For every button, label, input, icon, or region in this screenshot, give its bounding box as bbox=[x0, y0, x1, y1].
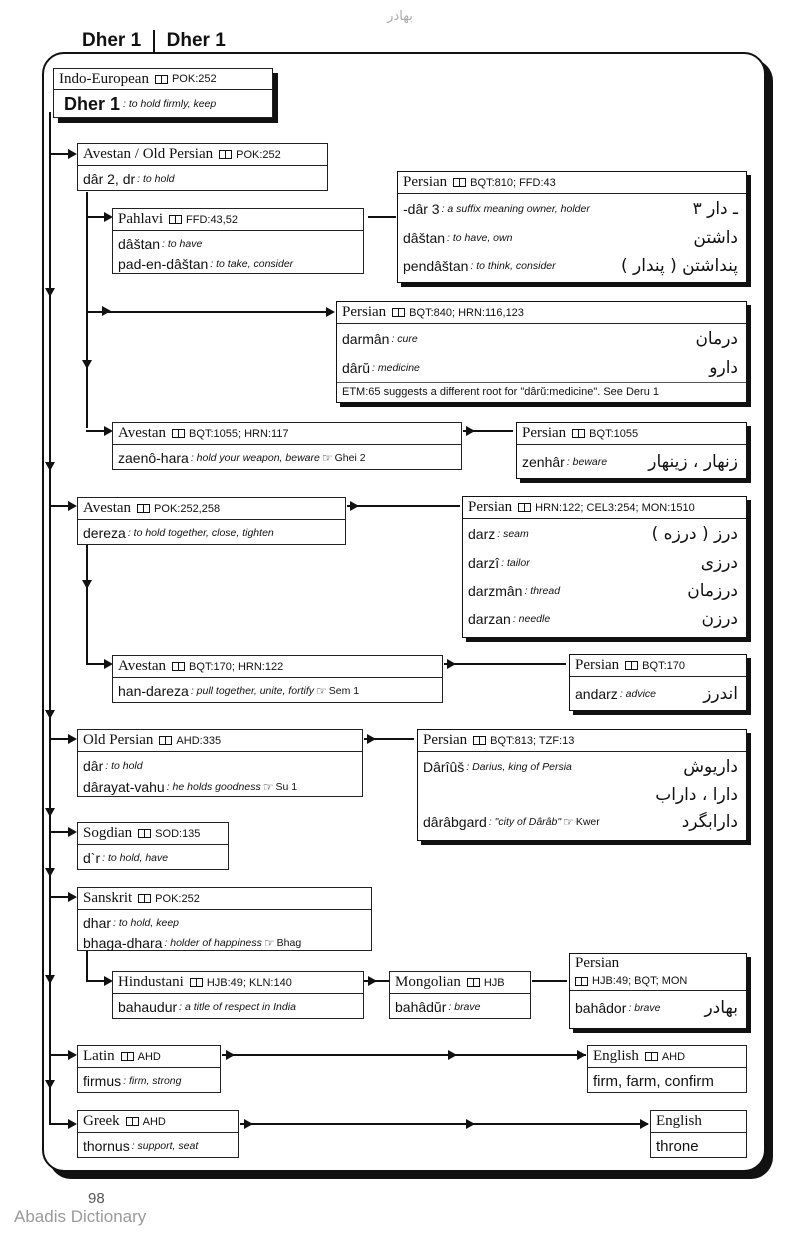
book-icon bbox=[473, 736, 486, 745]
pahlavi-language: Pahlavi bbox=[118, 211, 163, 227]
pahlavi-gloss-2: : to take, consider bbox=[210, 258, 294, 270]
header-right-title: Dher 1 bbox=[166, 30, 226, 51]
persian7-farsi: بهادر bbox=[704, 998, 738, 1018]
sanskrit-source: POK:252 bbox=[155, 892, 200, 905]
persian4-farsi-3: درزمان bbox=[687, 581, 738, 601]
persian6-farsi-2: دارا ، داراب bbox=[655, 785, 738, 805]
page-number: 98 bbox=[88, 1190, 105, 1207]
avestan2-ref[interactable]: Ghei 2 bbox=[334, 452, 366, 464]
greek-gloss: : support, seat bbox=[131, 1140, 199, 1152]
persian3-source: BQT:1055 bbox=[589, 427, 639, 440]
avestan-zaeno-hara-box bbox=[112, 422, 462, 470]
hindustani-gloss: : a title of respect in India bbox=[179, 1001, 296, 1013]
persian4-farsi-2: درزی bbox=[700, 553, 738, 573]
pointing-hand-icon: ☞ bbox=[262, 780, 274, 794]
avestan3-gloss: : to hold together, close, tighten bbox=[127, 527, 274, 539]
mongolian-word: bahâdŭr bbox=[395, 999, 447, 1015]
sogdian-source: SOD:135 bbox=[155, 827, 201, 840]
sanskrit-branch-line bbox=[86, 950, 88, 980]
root-language: Indo-European bbox=[59, 70, 149, 87]
mongolian-source: HJB bbox=[483, 976, 505, 989]
book-icon bbox=[169, 215, 182, 224]
oldpersian-ref[interactable]: Su 1 bbox=[275, 781, 298, 793]
persian4-gloss-1: : seam bbox=[497, 528, 529, 540]
persian1-language: Persian bbox=[403, 174, 448, 190]
pahlavi-word-1: dâštan bbox=[118, 236, 161, 252]
persian2-word-2: dârŭ bbox=[342, 360, 371, 376]
latin-language: Latin bbox=[83, 1048, 115, 1064]
persian6-farsi-3: دارابگرد bbox=[681, 812, 738, 832]
greek-source: AHD bbox=[142, 1115, 166, 1128]
persian1-farsi-2: داشتن bbox=[693, 228, 738, 248]
pointing-hand-icon: ☞ bbox=[563, 815, 574, 829]
main-trunk-line bbox=[49, 112, 51, 1125]
persian2-source: BQT:840; HRN:116,123 bbox=[409, 306, 524, 319]
persian6-word-3: dârâbgard bbox=[423, 814, 487, 830]
persian4-gloss-2: : tailor bbox=[501, 557, 530, 569]
persian2-farsi-2: دارو bbox=[709, 358, 738, 378]
avestan-old-persian-box bbox=[77, 143, 328, 191]
pointing-hand-icon: ☞ bbox=[315, 684, 327, 698]
sanskrit-gloss-1: : to hold, keep bbox=[113, 917, 179, 929]
persian3-word: zenhâr bbox=[522, 454, 565, 470]
latin-source: AHD bbox=[137, 1050, 161, 1063]
persian7-source: HJB:49; BQT; MON bbox=[592, 975, 688, 987]
watermark-text: بهادر bbox=[387, 8, 413, 23]
avestan4-word: han-dareza bbox=[118, 683, 189, 699]
avestan3-language: Avestan bbox=[83, 500, 132, 516]
avestan-branch-line bbox=[86, 192, 88, 428]
latin-box bbox=[77, 1045, 221, 1093]
oldpersian-gloss-2: : he holds goodness bbox=[166, 781, 261, 793]
latin-word: firmus bbox=[83, 1073, 122, 1089]
persian6-word-1: Dârîûš bbox=[423, 759, 465, 775]
book-icon bbox=[190, 978, 203, 987]
oldpersian-word-1: dâr bbox=[83, 758, 104, 774]
persian6-farsi-1: داریوش bbox=[683, 757, 738, 777]
avestan4-gloss: : pull together, unite, fortify bbox=[190, 685, 314, 697]
persian2-gloss-2: : medicine bbox=[372, 362, 420, 374]
hindustani-source: HJB:49; KLN:140 bbox=[206, 976, 292, 989]
persian-box-dar bbox=[397, 171, 747, 283]
avestan2-word: zaenô-hara bbox=[118, 450, 189, 466]
english2-language: English bbox=[656, 1113, 702, 1129]
hindustani-word: bahaudur bbox=[118, 999, 178, 1015]
avestan-han-dareza-box bbox=[112, 655, 443, 703]
persian2-language: Persian bbox=[342, 304, 387, 320]
persian2-farsi-1: درمان bbox=[695, 329, 738, 349]
header-left-title: Dher 1 bbox=[82, 30, 142, 51]
persian6-gloss-1: : Darius, king of Persia bbox=[466, 761, 572, 773]
persian4-farsi-1: درز ( درزه ) bbox=[651, 524, 738, 544]
book-icon bbox=[138, 829, 151, 838]
mongolian-language: Mongolian bbox=[395, 974, 461, 990]
book-icon bbox=[155, 75, 168, 84]
persian3-farsi: زنهار ، زینهار bbox=[648, 452, 738, 472]
persian5-language: Persian bbox=[575, 657, 620, 673]
book-icon bbox=[219, 150, 232, 159]
greek-word: thornus bbox=[83, 1138, 130, 1154]
persian6-gloss-3: : "city of Dârâb" bbox=[488, 816, 562, 828]
greek-language: Greek bbox=[83, 1113, 120, 1129]
persian5-source: BQT:170 bbox=[642, 659, 685, 672]
book-icon bbox=[126, 1117, 139, 1126]
sogdian-box bbox=[77, 822, 229, 870]
oldpersian-language: Old Persian bbox=[83, 732, 154, 748]
avestan-op-gloss: : to hold bbox=[137, 173, 175, 185]
avestan-op-source: POK:252 bbox=[236, 148, 281, 161]
persian1-farsi-3: پنداشتن ( پندار ) bbox=[620, 256, 738, 276]
oldpersian-word-2: dârayat-vahu bbox=[83, 779, 165, 795]
root-gloss: : to hold firmly, keep bbox=[123, 98, 217, 110]
sogdian-language: Sogdian bbox=[83, 825, 133, 841]
persian4-farsi-4: درزن bbox=[701, 609, 738, 629]
avestan4-source: BQT:170; HRN:122 bbox=[189, 660, 284, 673]
pahlavi-box bbox=[112, 208, 364, 274]
persian4-word-1: darz bbox=[468, 526, 496, 542]
book-icon bbox=[159, 736, 172, 745]
persian1-gloss-1: : a suffix meaning owner, holder bbox=[441, 203, 590, 215]
hindustani-box bbox=[112, 971, 364, 1019]
persian1-word-3: pendâštan bbox=[403, 258, 469, 274]
persian2-note: ETM:65 suggests a different root for "dârŭ:medicine". See Deru 1 bbox=[342, 386, 659, 398]
avestan2-gloss: : hold your weapon, beware bbox=[190, 452, 320, 464]
sanskrit-ref[interactable]: Bhag bbox=[276, 937, 302, 949]
persian1-word-2: dâštan bbox=[403, 230, 446, 246]
english1-word: firm, farm, confirm bbox=[593, 1072, 714, 1090]
persian1-source: BQT:810; FFD:43 bbox=[470, 176, 556, 189]
english-throne-box bbox=[650, 1110, 747, 1158]
persian4-gloss-3: : thread bbox=[524, 585, 561, 597]
persian3-gloss: : beware bbox=[566, 456, 608, 468]
greek-box bbox=[77, 1110, 239, 1158]
pahlavi-source: FFD:43,52 bbox=[186, 213, 238, 226]
english1-language: English bbox=[593, 1048, 639, 1064]
book-icon bbox=[121, 1052, 134, 1061]
persian2-word-1: darmân bbox=[342, 331, 390, 347]
avestan2-language: Avestan bbox=[118, 425, 167, 441]
book-icon bbox=[172, 429, 185, 438]
book-icon bbox=[625, 661, 638, 670]
sogdian-word: d`r bbox=[83, 850, 101, 866]
persian1-gloss-2: : to have, own bbox=[447, 232, 513, 244]
sanskrit-word-2: bhaga-dhara bbox=[83, 935, 163, 951]
sanskrit-box bbox=[77, 887, 372, 951]
oldpersian-gloss-1: : to hold bbox=[105, 760, 143, 772]
book-icon bbox=[137, 504, 150, 513]
sanskrit-word-1: dhar bbox=[83, 915, 112, 931]
avestan4-language: Avestan bbox=[118, 658, 167, 674]
root-source: POK:252 bbox=[171, 73, 217, 85]
avestan-op-language: Avestan / Old Persian bbox=[83, 146, 214, 162]
persian4-language: Persian bbox=[468, 499, 513, 515]
oldpersian-source: AHD:335 bbox=[176, 734, 222, 747]
persian7-word: bahâdor bbox=[575, 1000, 627, 1016]
root-indo-european-box bbox=[53, 68, 273, 118]
persian-box-bahador bbox=[569, 953, 747, 1029]
sogdian-gloss: : to hold, have bbox=[102, 852, 169, 864]
mongolian-box bbox=[389, 971, 531, 1019]
pointing-hand-icon: ☞ bbox=[263, 936, 275, 950]
persian-box-zenhar bbox=[516, 422, 747, 479]
mongolian-gloss: : brave bbox=[448, 1001, 481, 1013]
english-firm-box bbox=[587, 1045, 747, 1093]
english1-source: AHD bbox=[661, 1050, 686, 1063]
sanskrit-gloss-2: : holder of happiness bbox=[164, 937, 262, 949]
persian3-language: Persian bbox=[522, 425, 567, 441]
persian5-gloss: : advice bbox=[619, 688, 656, 700]
persian1-word-1: -dâr 3 bbox=[403, 201, 440, 217]
persian-box-dariush bbox=[417, 729, 747, 841]
avestan-op-word: dâr 2, dr bbox=[83, 171, 136, 187]
book-icon bbox=[138, 894, 151, 903]
persian1-farsi-1: ـ دار ۳ bbox=[692, 199, 738, 219]
persian4-word-4: darzan bbox=[468, 611, 511, 627]
persian4-source: HRN:122; CEL3:254; MON:1510 bbox=[535, 501, 695, 514]
persian-box-darz bbox=[462, 496, 747, 638]
pahlavi-gloss-1: : to have bbox=[162, 238, 203, 250]
persian7-language: Persian bbox=[575, 954, 620, 971]
page-header bbox=[82, 30, 226, 52]
sanskrit-language: Sanskrit bbox=[83, 890, 133, 906]
persian7-gloss: : brave bbox=[628, 1002, 661, 1014]
avestan3-word: dereza bbox=[83, 525, 126, 541]
persian4-word-3: darzmân bbox=[468, 583, 523, 599]
book-icon bbox=[392, 308, 405, 317]
pahlavi-word-2: pad-en-dâštan bbox=[118, 256, 209, 272]
persian-box-andarz bbox=[569, 654, 747, 711]
persian4-word-2: darzî bbox=[468, 555, 500, 571]
book-icon bbox=[518, 503, 531, 512]
persian2-gloss-1: : cure bbox=[391, 333, 418, 345]
persian6-language: Persian bbox=[423, 732, 468, 748]
avestan4-ref[interactable]: Sem 1 bbox=[328, 685, 360, 697]
book-icon bbox=[572, 429, 585, 438]
header-divider bbox=[153, 30, 155, 52]
avestan2-source: BQT:1055; HRN:117 bbox=[189, 427, 289, 440]
hindustani-language: Hindustani bbox=[118, 974, 184, 990]
pointing-hand-icon: ☞ bbox=[321, 451, 333, 465]
persian5-farsi: اندرز bbox=[703, 684, 738, 704]
avestan3-source: POK:252,258 bbox=[154, 502, 221, 515]
book-icon bbox=[172, 662, 185, 671]
persian6-ref[interactable]: Kwer bbox=[575, 816, 600, 828]
root-word: Dher 1 bbox=[64, 93, 121, 114]
book-icon bbox=[575, 977, 588, 986]
latin-gloss: : firm, strong bbox=[123, 1075, 182, 1087]
persian-box-darman bbox=[336, 301, 747, 403]
book-icon bbox=[453, 178, 466, 187]
persian6-source: BQT:813; TZF:13 bbox=[490, 734, 575, 747]
site-watermark: Abadis Dictionary bbox=[14, 1207, 147, 1226]
book-icon bbox=[645, 1052, 658, 1061]
avestan-dereza-box bbox=[77, 497, 346, 545]
persian5-word: andarz bbox=[575, 686, 618, 702]
dereza-branch-line bbox=[86, 545, 88, 663]
persian4-gloss-4: : needle bbox=[512, 613, 551, 625]
old-persian-box bbox=[77, 729, 363, 797]
book-icon bbox=[467, 978, 480, 987]
english2-word: throne bbox=[656, 1137, 699, 1155]
persian1-gloss-3: : to think, consider bbox=[470, 260, 556, 272]
